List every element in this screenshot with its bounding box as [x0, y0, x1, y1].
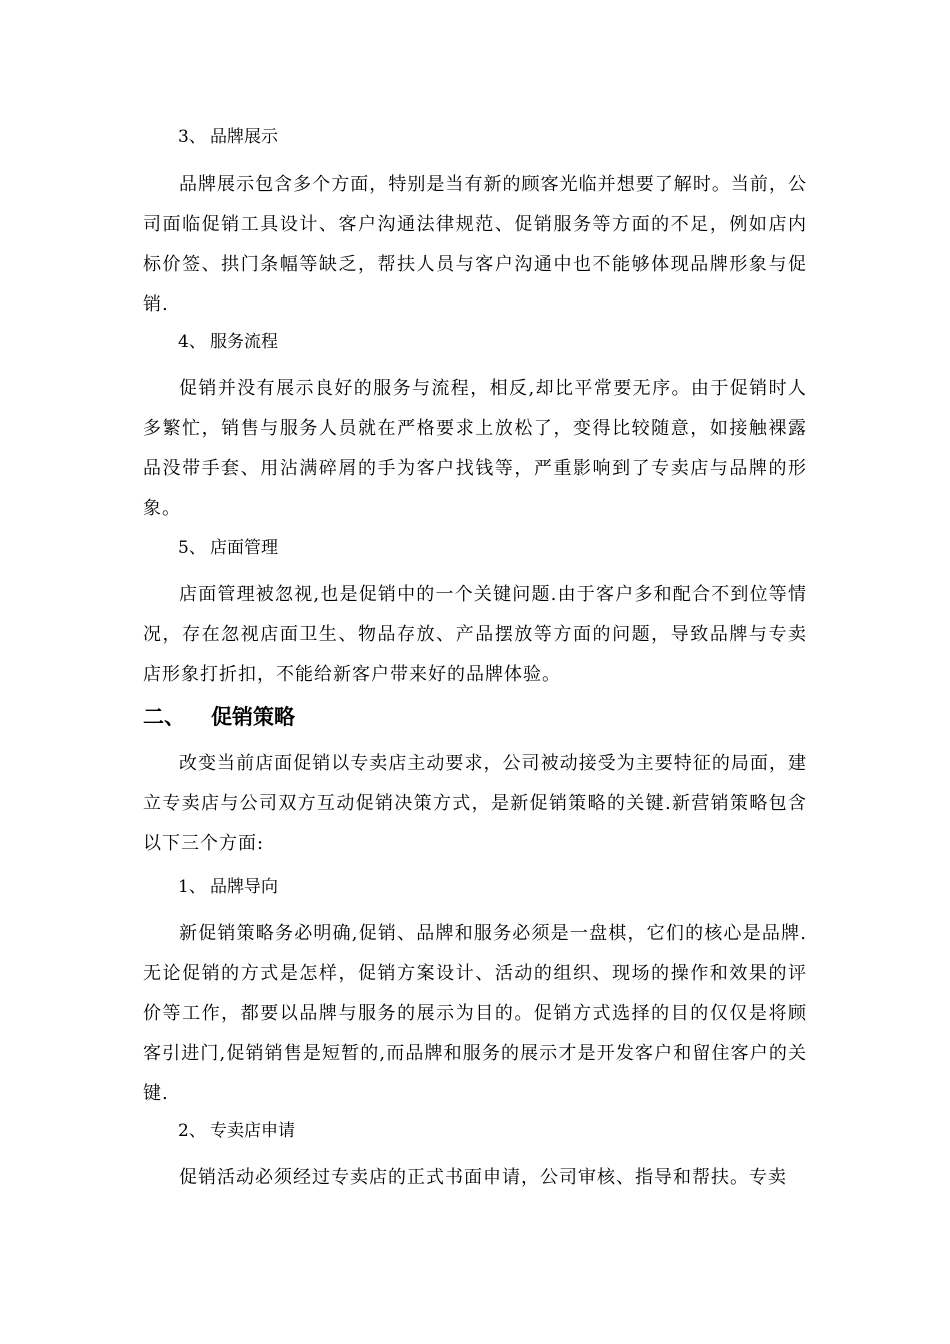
heading-number: 1、: [178, 877, 206, 897]
heading-store-management: [178, 538, 278, 558]
heading-service-process: [178, 332, 278, 352]
paragraph-brand-orientation: 新促销策略务必明确,促销、品牌和服务必须是一盘棋，它们的核心是品牌.无论促销的方式是怎样，促销方案设计、活动的组织、现场的操作和效果的评价等工作，都要以品牌与服务的展示为目的。促销方式选择的目的仅仅是将顾客引进门,促销销售是短暂的,而品牌和服务的展示才是开发客户和留住客户的关键.: [143, 923, 807, 1104]
paragraph-store-application: 促销活动必须经过专卖店的正式书面申请，公司审核、指导和帮扶。专卖: [179, 1167, 787, 1188]
paragraph-strategy-intro: 改变当前店面促销以专卖店主动要求，公司被动接受为主要特征的局面，建立专卖店与公司双方互动促销决策方式，是新促销策略的关键.新营销策略包含以下三个方面:: [143, 753, 807, 854]
heading-title: 专卖店申请: [210, 1121, 295, 1141]
section-number: 二、: [143, 705, 185, 729]
section-title: 促销策略: [211, 705, 295, 729]
heading-brand-orientation: [178, 877, 278, 897]
paragraph-service-process: 促销并没有展示良好的服务与流程，相反,却比平常要无序。由于促销时人多繁忙，销售与服务人员就在严格要求上放松了，变得比较随意，如接触裸露品没带手套、用沾满碎屑的手为客户找钱等，严重影响到了专卖店与品牌的形象。: [143, 378, 807, 519]
section-heading-strategy: [143, 704, 295, 730]
heading-brand-display: [178, 127, 278, 147]
heading-number: 3、: [178, 127, 206, 147]
paragraph-brand-display: 品牌展示包含多个方面，特别是当有新的顾客光临并想要了解时。当前，公司面临促销工具设计、客户沟通法律规范、促销服务等方面的不足，例如店内标价签、拱门条幅等缺乏，帮扶人员与客户沟通中也不能够体现品牌形象与促销.: [143, 174, 807, 315]
paragraph-store-management: 店面管理被忽视,也是促销中的一个关键问题.由于客户多和配合不到位等情况，存在忽视店面卫生、物品存放、产品摆放等方面的问题，导致品牌与专卖店形象打折扣，不能给新客户带来好的品牌体验。: [143, 584, 807, 685]
heading-number: 4、: [178, 332, 206, 352]
heading-title: 店面管理: [210, 538, 278, 558]
heading-number: 2、: [178, 1121, 206, 1141]
heading-title: 品牌导向: [210, 877, 278, 897]
heading-store-application: [178, 1121, 295, 1141]
heading-title: 服务流程: [210, 332, 278, 352]
heading-number: 5、: [178, 538, 206, 558]
heading-title: 品牌展示: [210, 127, 278, 147]
